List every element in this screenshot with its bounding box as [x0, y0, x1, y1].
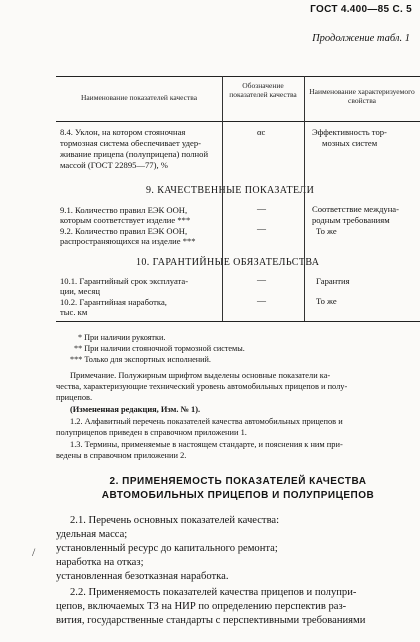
row-10-2-property: То же — [316, 296, 337, 306]
paragraph-1-2-line-1: 1.2. Алфавитный перечень показателей качества автомобильных прицепов и — [70, 417, 343, 426]
row-8-4-line-4: массой (ГОСТ 22895—77), % — [60, 160, 168, 170]
row-8-4-property-line-1: Эффективность тор- — [312, 127, 387, 137]
column-header-symbol: Обозначение показателей качества — [229, 81, 297, 99]
section-2-title-line-1: 2. ПРИМЕНЯЕМОСТЬ ПОКАЗАТЕЛЕЙ КАЧЕСТВА — [109, 476, 367, 487]
row-10-1-line-1: 10.1. Гарантийный срок эксплуата- — [60, 276, 189, 286]
row-8-4-symbol: αс — [257, 127, 266, 137]
table-bottom-rule — [56, 321, 420, 322]
remark-line-2: чества, характеризующие технический уровень автомобильных прицепов и полу- — [56, 382, 348, 391]
table-body-divider-2 — [304, 121, 305, 321]
document-code: ГОСТ 4.400—85 С. 5 — [310, 4, 412, 15]
row-10-1-line-2: ции, месяц — [60, 286, 100, 296]
paragraph-1-2-line-2: полуприцепов приведен в справочном приложении 1. — [56, 428, 247, 437]
row-9-1-property-line-1: Соответствие междуна- — [312, 204, 399, 214]
paragraph-2-1-line-2: удельная масса; — [56, 529, 128, 540]
row-10-2-line-1: 10.2. Гарантийная наработка, — [60, 297, 167, 307]
row-9-2-property: То же — [316, 226, 337, 236]
row-9-1-line-2: которым соответствует изделие *** — [60, 215, 191, 225]
row-8-4-line-2: тормозная система обеспечивает удер- — [60, 138, 201, 148]
row-9-2-line-1: 9.2. Количество правил ЕЭК ООН, — [60, 226, 188, 236]
table-top-rule — [56, 76, 420, 77]
table-header-rule — [56, 121, 420, 122]
row-10-1-dash: — — [257, 275, 266, 285]
footnote-3: *** Только для экспортных исполнений. — [70, 355, 211, 364]
column-header-name: Наименование показателей качества — [80, 93, 198, 102]
paragraph-1-3-line-1: 1.3. Термины, применяемые в настоящем стандарте, и пояснения к ним при- — [70, 440, 343, 449]
row-9-2-dash: — — [257, 224, 266, 234]
paragraph-2-2-line-1: 2.2. Применяемость показателей качества прицепов и полупри- — [70, 587, 357, 598]
table-body-divider-1 — [222, 121, 223, 321]
paragraph-2-2-line-3: вития, государственные стандарты с перспективными требованиями — [56, 615, 366, 626]
row-10-1-property: Гарантия — [316, 276, 350, 286]
footnote-1: * При наличии рукоятки. — [78, 333, 166, 342]
paragraph-2-2-line-2: цепов, включаемых ТЗ на НИР по определению перспектив раз- — [56, 601, 347, 612]
section-9-title: 9. КАЧЕСТВЕННЫЕ ПОКАЗАТЕЛИ — [146, 185, 315, 196]
row-9-1-property-line-2: родным требованиям — [312, 215, 390, 225]
paragraph-2-1-line-1: 2.1. Перечень основных показателей качества: — [70, 515, 280, 526]
paragraph-2-1-line-5: установленная безотказная наработка. — [56, 571, 229, 582]
section-2-title-line-2: АВТОМОБИЛЬНЫХ ПРИЦЕПОВ И ПОЛУПРИЦЕПОВ — [101, 490, 375, 501]
row-10-2-line-2: тыс. км — [60, 307, 88, 317]
row-8-4-property-line-2: мозных систем — [322, 138, 378, 148]
row-10-2-dash: — — [257, 296, 266, 306]
remark-line-3: прицепов. — [56, 393, 93, 402]
row-8-4-line-3: живание прицепа (полуприцепа) полной — [60, 149, 209, 159]
table-header-divider-1 — [222, 76, 223, 121]
table-header-divider-2 — [304, 76, 305, 121]
row-9-1-dash: — — [257, 204, 266, 214]
paragraph-2-1-line-4: наработка на отказ; — [56, 557, 144, 568]
row-8-4-line-1: 8.4. Уклон, на котором стояночная — [60, 127, 186, 137]
column-header-property: Наименование характеризуемого свойства — [309, 87, 415, 105]
margin-mark: / — [32, 545, 36, 559]
section-10-title: 10. ГАРАНТИЙНЫЕ ОБЯЗАТЕЛЬСТВА — [136, 257, 320, 268]
footnote-2: ** При наличии стояночной тормозной системы. — [74, 344, 245, 353]
remark-line-1: Примечание. Полужирным шрифтом выделены основные показатели ка- — [70, 371, 331, 380]
paragraph-1-3-line-2: ведены в справочном приложении 2. — [56, 451, 187, 460]
row-9-2-line-2: распространяющихся на изделие *** — [60, 236, 196, 246]
row-9-1-line-1: 9.1. Количество правил ЕЭК ООН, — [60, 205, 188, 215]
table-continuation-label: Продолжение табл. 1 — [312, 33, 410, 44]
revision-note: (Измененная редакция, Изм. № 1). — [70, 405, 201, 414]
paragraph-2-1-line-3: установленный ресурс до капитального ремонта; — [56, 543, 278, 554]
